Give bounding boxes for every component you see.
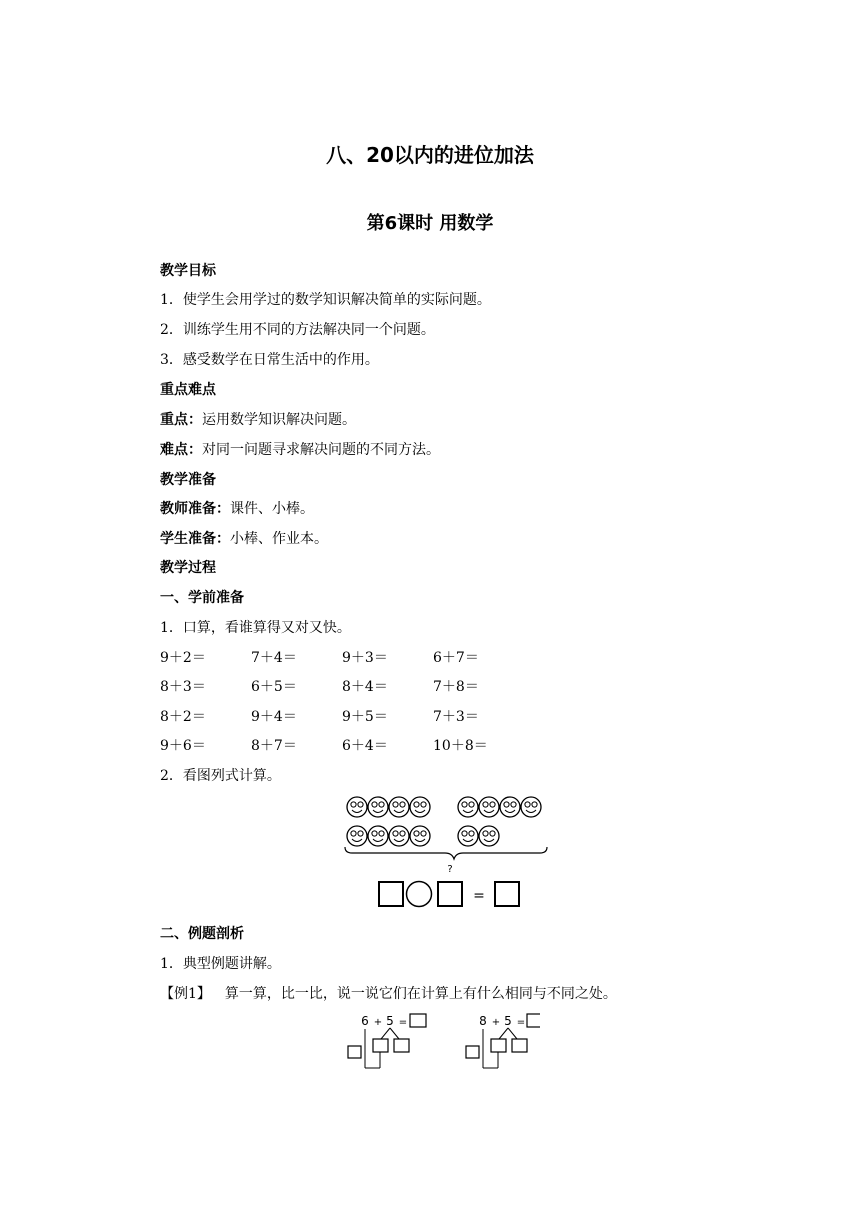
- student-label: 学生准备：: [160, 531, 230, 547]
- example-text: 算一算，比一比，说一说它们在计算上有什么相同与不同之处。: [224, 986, 617, 1002]
- oral-calc-item: 8＋3＝: [160, 679, 206, 695]
- oral-calc-item: 8＋4＝: [342, 679, 388, 695]
- sum-box: [466, 1046, 479, 1058]
- page-title: 八、20以内的进位加法: [326, 143, 534, 167]
- smiley-faces-figure: [340, 790, 560, 910]
- oral-calc-item: 6＋4＝: [342, 738, 388, 754]
- oral-calc-item: 7＋3＝: [433, 709, 479, 725]
- difficult-text: 对同一问题寻求解决问题的不同方法。: [202, 442, 440, 458]
- key-point: [160, 410, 356, 430]
- oral-calc-item: 9＋3＝: [342, 650, 388, 666]
- smiley-icon: [500, 797, 520, 817]
- oral-calc-item: 6＋5＝: [251, 679, 297, 695]
- smiley-icon: [389, 826, 409, 846]
- objectives-heading: 教学目标: [160, 263, 216, 279]
- split-box: [373, 1039, 388, 1052]
- difficult-label: 难点：: [160, 442, 202, 458]
- operator-circle: [407, 882, 432, 907]
- teacher-text: 课件、小棒。: [230, 501, 314, 517]
- preparation-heading: 教学准备: [160, 472, 216, 488]
- objective-item: 2．训练学生用不同的方法解决同一个问题。: [160, 322, 435, 338]
- difficult-point: [160, 440, 440, 460]
- result-box: [527, 1014, 540, 1027]
- equals-sign: =: [516, 1017, 526, 1028]
- objective-item: 3．感受数学在日常生活中的作用。: [160, 352, 379, 368]
- smiley-icon: [347, 826, 367, 846]
- smiley-icon: [410, 797, 430, 817]
- objective-item: 1．使学生会用学过的数学知识解决简单的实际问题。: [160, 292, 491, 308]
- oral-calc-item: 7＋8＝: [433, 679, 479, 695]
- split-box: [491, 1039, 506, 1052]
- smiley-icon: [410, 826, 430, 846]
- result-box: [410, 1014, 426, 1027]
- split-box: [394, 1039, 409, 1052]
- smiley-icon: [368, 826, 388, 846]
- smiley-icon: [521, 797, 541, 817]
- section2-heading: 二、例题剖析: [160, 926, 244, 942]
- process-heading: 教学过程: [160, 560, 216, 576]
- smiley-icon: [479, 797, 499, 817]
- smiley-icon: [347, 797, 367, 817]
- student-prep: [160, 529, 328, 549]
- section1-heading: 一、学前准备: [160, 590, 244, 606]
- plus-sign: +: [491, 1017, 501, 1028]
- student-text: 小棒、作业本。: [230, 531, 328, 547]
- keypoints-heading: 重点难点: [160, 382, 216, 398]
- oral-calc-item: 9＋2＝: [160, 650, 206, 666]
- smiley-icon: [389, 797, 409, 817]
- answer-box: [379, 882, 403, 906]
- equals-sign: =: [473, 888, 485, 904]
- addend: 5: [386, 1014, 394, 1028]
- answer-box: [495, 882, 519, 906]
- smiley-icon: [479, 826, 499, 846]
- sum-box: [348, 1046, 361, 1058]
- addend: 8: [479, 1014, 487, 1028]
- brace: [345, 847, 547, 859]
- teacher-prep: [160, 499, 314, 519]
- addend: 6: [361, 1014, 369, 1028]
- question-mark: ?: [447, 864, 453, 875]
- picture-calc-instruction: 2．看图列式计算。: [160, 768, 281, 784]
- example-1: [160, 984, 617, 1004]
- example-instruction: 1．典型例题讲解。: [160, 956, 281, 972]
- addend: 5: [504, 1014, 512, 1028]
- oral-calc-item: 8＋7＝: [251, 738, 297, 754]
- smiley-icon: [458, 797, 478, 817]
- oral-calc-item: 6＋7＝: [433, 650, 479, 666]
- oral-calc-item: 8＋2＝: [160, 709, 206, 725]
- plus-sign: +: [373, 1017, 383, 1028]
- oral-calc-instruction: 1．口算，看谁算得又对又快。: [160, 620, 351, 636]
- oral-calc-item: 10＋8＝: [433, 738, 488, 754]
- oral-calc-item: 9＋6＝: [160, 738, 206, 754]
- oral-calc-item: 7＋4＝: [251, 650, 297, 666]
- example-label: 【例1】: [160, 986, 211, 1002]
- answer-box: [438, 882, 462, 906]
- oral-calc-item: 9＋5＝: [342, 709, 388, 725]
- decomposition-diagrams: [340, 1006, 540, 1076]
- smiley-icon: [458, 826, 478, 846]
- lesson-subtitle: 第6课时 用数学: [366, 213, 494, 234]
- oral-calc-item: 9＋4＝: [251, 709, 297, 725]
- split-box: [512, 1039, 527, 1052]
- teacher-label: 教师准备：: [160, 501, 230, 517]
- key-text: 运用数学知识解决问题。: [202, 412, 356, 428]
- key-label: 重点：: [160, 412, 202, 428]
- equals-sign: =: [398, 1017, 408, 1028]
- smiley-icon: [368, 797, 388, 817]
